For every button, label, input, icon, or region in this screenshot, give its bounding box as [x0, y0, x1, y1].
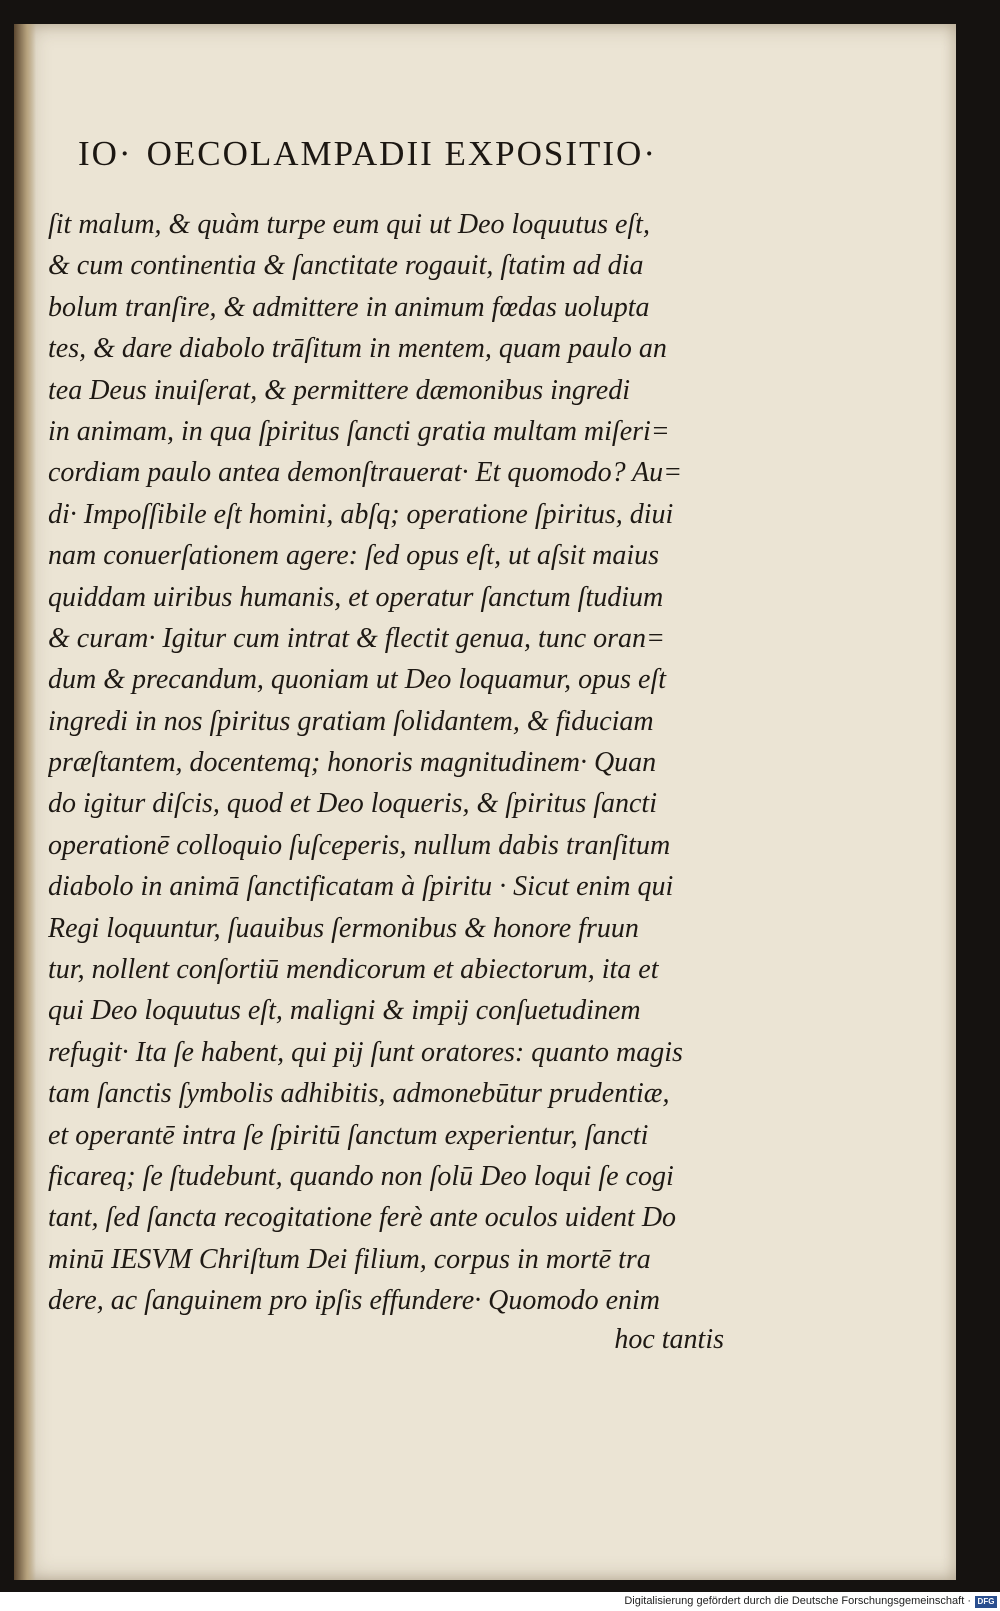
text-line: & cum continentia & ſanctitate rogauit, ſtatim ad dia	[48, 250, 644, 282]
text-line: Regi loquuntur, ſuauibus ſermonibus & honore fruun	[48, 912, 639, 944]
text-line: in animam, in qua ſpiritus ſancti gratia multam miſeri=	[48, 415, 670, 447]
page-number: IO·	[78, 134, 133, 173]
digitization-credit: Digitalisierung gefördert durch die Deutsche Forschungsgemeinschaft ·	[624, 1595, 971, 1607]
body-text	[48, 204, 728, 1322]
text-line: et operantē intra ſe ſpiritū ſanctum experientur, ſancti	[48, 1119, 649, 1151]
text-line: do igitur diſcis, quod et Deo loqueris, & ſpiritus ſancti	[48, 788, 657, 820]
page-gutter-shadow	[14, 24, 36, 1580]
text-line: tur, nollent conſortiū mendicorum et abiectorum, ita et	[48, 954, 659, 986]
catchword: hoc tantis	[614, 1324, 724, 1355]
dfg-logo-icon: DFG	[975, 1596, 997, 1608]
text-line: dere, ac ſanguinem pro ipſis effundere· Quomodo enim	[48, 1285, 661, 1317]
text-line: tant, ſed ſancta recogitatione ferè ante oculos uident Do	[48, 1202, 677, 1234]
text-line: præſtantem, docentemq; honoris magnitudinem· Quan	[48, 747, 657, 779]
text-line: tam ſanctis ſymbolis adhibitis, admonebūtur prudentiæ,	[48, 1078, 670, 1110]
text-line: diabolo in animā ſanctificatam à ſpiritu · Sicut enim qui	[48, 871, 674, 903]
text-line: bolum tranſire, & admittere in animum fœdas uolupta	[48, 291, 650, 323]
text-line: quiddam uiribus humanis, et operatur ſanctum ſtudium	[48, 581, 664, 613]
text-line: ingredi in nos ſpiritus gratiam ſolidantem, & fiduciam	[48, 705, 654, 737]
text-line: di· Impoſſibile eſt homini, abſq; operatione ſpiritus, diui	[48, 498, 674, 530]
text-line: tes, & dare diabolo trāſitum in mentem, quam paulo an	[48, 333, 667, 365]
text-line: dum & precandum, quoniam ut Deo loquamur, opus eſt	[48, 664, 667, 696]
running-head	[78, 134, 758, 184]
book-page	[14, 24, 956, 1580]
text-line: & curam· Igitur cum intrat & flectit genua, tunc oran=	[48, 622, 665, 654]
digitization-credit-bar	[0, 1592, 1000, 1611]
text-line: tea Deus inuiſerat, & permittere dæmonibus ingredi	[48, 374, 630, 406]
text-line: qui Deo loquutus eſt, maligni & impij conſuetudinem	[48, 995, 641, 1027]
text-line: ſit malum, & quàm turpe eum qui ut Deo loquutus eſt,	[48, 209, 650, 240]
text-line: ficareq; ſe ſtudebunt, quando non ſolū Deo loqui ſe cogi	[48, 1160, 674, 1192]
text-line: operationē colloquio ſuſceperis, nullum dabis tranſitum	[48, 829, 671, 861]
text-line: refugit· Ita ſe habent, qui pij ſunt oratores: quanto magis	[48, 1036, 683, 1068]
text-line: nam conuerſationem agere: ſed opus eſt, ut aſsit maius	[48, 540, 659, 572]
text-line: minū IESVM Chriſtum Dei filium, corpus in mortē tra	[48, 1243, 651, 1275]
running-head-title: OECOLAMPADII EXPOSITIO·	[146, 134, 657, 173]
text-line: cordiam paulo antea demonſtrauerat· Et quomodo? Au=	[48, 457, 683, 489]
